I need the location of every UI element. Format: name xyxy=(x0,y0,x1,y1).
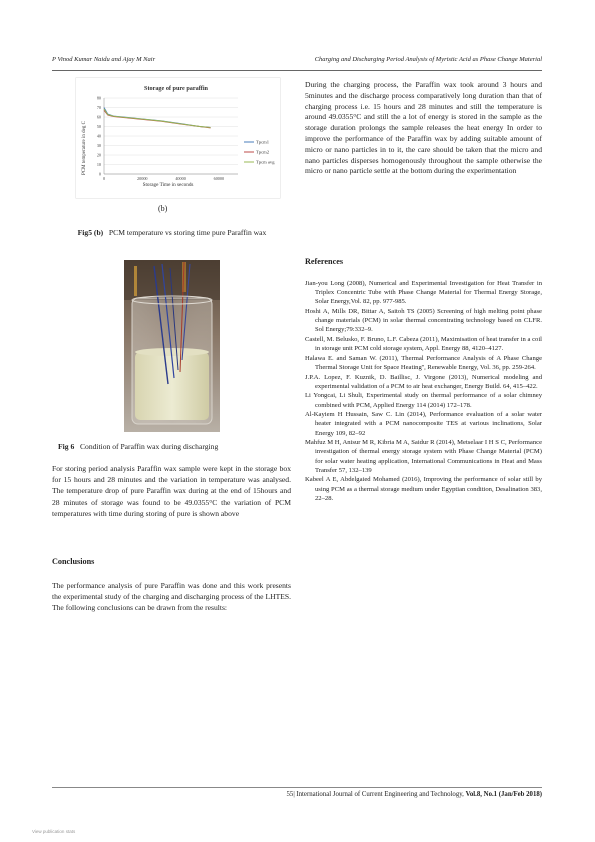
figure5-caption xyxy=(56,227,288,238)
references-heading: References xyxy=(305,257,344,266)
figure5-caption-label: Fig5 (b) xyxy=(77,228,104,237)
footer-volume: Vol.8, No.1 (Jan/Feb 2018) xyxy=(465,791,542,798)
chart-y-tick-label: 20 xyxy=(96,152,101,158)
header-title: Charging and Discharging Period Analysis of Myristic Acid as Phase Change Material xyxy=(314,56,542,63)
chart-y-tick-label: 30 xyxy=(96,143,101,149)
reference-item: Halawa E. and Saman W. (2011), Thermal Performance Analysis of A Phase Change Thermal Storage Unit for Space Heating'', Renewable Energy, Vol. 36, pp. 259-264. xyxy=(305,354,542,371)
chart-y-tick-label: 40 xyxy=(96,133,101,139)
chart-x-tick-label: 40000 xyxy=(175,176,186,181)
footer-journal: 55| International Journal of Current Engineering and Technology, xyxy=(286,791,464,798)
reference-item: J.P.A. Lopez, F. Kuznik, D. Baillisc, J. Virgone (2013), Numerical modeling and experimental validation of a PCM to air heat exchanger, Energy Build. 64, 415–422. xyxy=(305,373,542,390)
page-footer xyxy=(287,791,542,798)
chart-title: Storage of pure paraffin xyxy=(144,85,208,92)
running-header xyxy=(52,56,542,68)
reference-item: Kabeel A E, Abdelgaied Mohamed (2016), Improving the performance of solar still by using PCM as a thermal storage medium under Egyptian condition, Desalination 383, 22–28. xyxy=(305,476,542,502)
figure5-chart xyxy=(76,78,280,198)
storage-analysis-paragraph: For storing period analysis Paraffin wax sample were kept in the storage box for 15 hours and 28 minutes and the variation in temperature was analysed. The temperature drop of pure Paraffin wax during at the end of 15hours and 28 minutes of storage was found to be 49.0355°C the variation of PCM temperatures with time during storing of pure is shown above xyxy=(52,464,291,518)
chart-legend-label: Tpcm2 xyxy=(256,149,270,155)
header-rule xyxy=(52,70,542,71)
chart-legend-label: Tpcm1 xyxy=(256,139,270,145)
paraffin-beaker-image xyxy=(124,260,220,432)
figure6-caption xyxy=(58,441,288,452)
header-authors: P Vinod Kumar Naidu and Ajay M Nair xyxy=(52,56,156,63)
conclusions-paragraph: The performance analysis of pure Paraffin was done and this work presents the experimental study of the charging and discharging process of the LHTES. The following conclusions can be drawn from the results: xyxy=(52,581,291,613)
chart-legend xyxy=(244,140,275,165)
chart-legend-label: Tpcm avg xyxy=(256,159,275,165)
reference-item: Hoshi A, Mills DR, Bittar A, Saitoh TS (2005) Screening of high melting point phase change materials (PCM) in solar thermal concentrating technology based on CLFR. Sol Energy;79:332–9. xyxy=(305,308,542,334)
reference-item: Castell, M. Belusko, F. Bruno, L.F. Cabeza (2011), Maximisation of heat transfer in a coil in storage unit PCM cold storage system, Appl. Energy 88, 4120–4127. xyxy=(305,336,542,353)
figure5-caption-text: PCM temperature vs storing time pure Paraffin wax xyxy=(108,228,267,237)
figure6-photo xyxy=(124,260,220,432)
reference-item: Mahfuz M H, Anisur M R, Kibria M A, Saidur R (2014), Metselaar I H S C, Performance investigation of thermal energy storage system with Phase Change Material (PCM) for solar water heating application, International Communications in Heat and Mass Transfer 57, 132–139 xyxy=(305,439,542,474)
chart-y-tick-label: 0 xyxy=(98,171,101,177)
chart-xlabel: Storage Time in seconds xyxy=(142,182,194,188)
reference-item: Li Yongcai, Li Shuli, Experimental study on thermal performance of a solar chimney combined with PCM, Applied Energy 114 (2014) 172–178. xyxy=(305,392,542,409)
footer-rule xyxy=(52,787,542,788)
chart-ylabel: PCM temperature in deg C xyxy=(82,121,87,175)
view-publication-stats: View publication stats xyxy=(32,829,76,834)
figure5-panel-label: (b) xyxy=(158,204,168,213)
charging-discussion-paragraph: During the charging process, the Paraffin wax took around 3 hours and 5minutes and the discharge process comparatively long duration than that of charging process i.e. 15 hours and 28 minutes and still the temperature is around 49.0355°C and still the a lot of energy is stored in the sample as the storage duration prolongs the sample releases the heat energy In order to improve the performance of the Paraffin wax by adding suitable amount of micro or nano particles in to it, the care should be taken that the micro and nano particles disperses homogenously throughout the sample otherwise the micro or nano particle settle at the bottom during the experimentation xyxy=(305,80,542,176)
figure6-caption-label: Fig 6 xyxy=(58,442,75,451)
reference-item: Al-Kayiem H Hussain, Saw C. Lin (2014), Performance evaluation of a solar water heater integrated with a PCM nanocomposite TES at various inclinations, Solar Energy 109, 82–92 xyxy=(305,411,542,437)
chart-y-tick-label: 10 xyxy=(96,162,101,168)
chart-plot-area xyxy=(97,96,238,181)
chart-x-tick-label: 0 xyxy=(102,176,106,181)
figure6-caption-text: Condition of Paraffin wax during discharging xyxy=(79,442,219,451)
conclusions-heading: Conclusions xyxy=(52,557,95,566)
chart-y-tick-label: 80 xyxy=(96,95,101,101)
chart-svg xyxy=(76,78,280,198)
chart-y-tick-label: 50 xyxy=(96,124,101,130)
chart-series-line xyxy=(104,109,211,128)
reference-item: Jian-you Long (2008), Numerical and Experimental Investigation for Heat Transfer in Triplex Concentric Tube with Phase Change Material for Thermal Energy Storage, Solar Energy,Vol. 82, pp. 977-985. xyxy=(305,280,542,306)
references-list xyxy=(305,279,542,503)
chart-x-tick-label: 20000 xyxy=(137,176,148,181)
chart-x-tick-label: 60000 xyxy=(213,176,225,181)
chart-y-tick-label: 60 xyxy=(96,114,101,120)
chart-y-tick-label: 70 xyxy=(96,105,101,111)
